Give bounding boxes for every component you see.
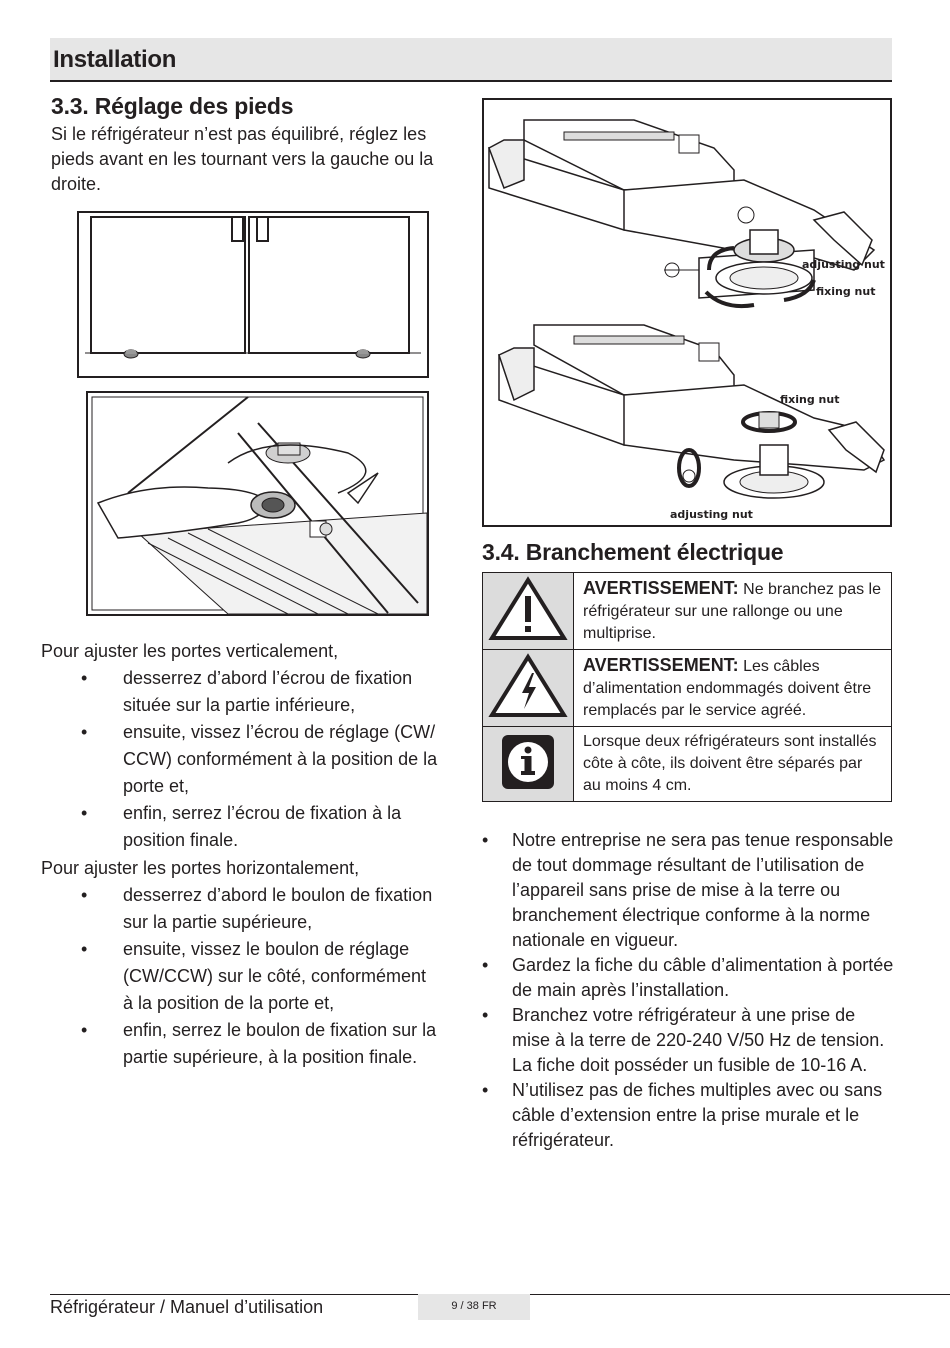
warnings-table: [482, 572, 892, 802]
warning-triangle-icon: [488, 576, 568, 642]
list-item-text: enfin, serrez l’écrou de fixation à la position finale.: [123, 803, 402, 850]
bullet-glyph: •: [482, 1005, 489, 1025]
list-item-text: ensuite, vissez le boulon de réglage (CW/CCW) sur le côté, conformément à la position de la porte et,: [123, 939, 427, 1013]
bullet-glyph: •: [81, 885, 88, 905]
warning-icon-cell: [483, 727, 574, 802]
footer-manual-title: Réfrigérateur / Manuel d’utilisation: [50, 1297, 324, 1317]
list-item-text: N’utilisez pas de fiches multiples avec ou sans câble d’extension entre la prise murale et le réfrigérateur.: [512, 1080, 883, 1150]
hand-adjusting-illustration: [86, 391, 429, 616]
label-adjusting-nut-top: adjusting nut: [802, 258, 885, 271]
list-item: [482, 1078, 894, 1153]
vertical-intro: Pour ajuster les portes verticalement,: [41, 641, 339, 661]
warning-row: [483, 573, 892, 650]
list-item-text: Branchez votre réfrigérateur à une prise de mise à la terre de 220-240 V/50 Hz de tension. La fiche doit posséder un fusible de 10-16 A.: [512, 1005, 885, 1075]
horizontal-intro: Pour ajuster les portes horizontalement,: [41, 858, 360, 878]
list-item: [482, 953, 894, 1003]
bullet-glyph: •: [482, 955, 489, 975]
list-item: [41, 665, 441, 719]
label-fixing-nut-bottom: fixing nut: [780, 393, 840, 406]
vertical-steps-list: [41, 665, 441, 854]
bullet-glyph: •: [81, 803, 88, 823]
label-fixing-nut-top: fixing nut: [816, 285, 876, 298]
list-item-text: Gardez la fiche du câble d’alimentation à portée de main après l’installation.: [512, 955, 894, 1000]
horizontal-steps-list: [41, 882, 441, 1071]
bullet-glyph: •: [81, 1020, 88, 1040]
list-item-text: Notre entreprise ne sera pas tenue responsable de tout dommage résultant de l’utilisation de l’appareil sans prise de mise à la terre ou branchement électrique conforme à la norme nationale en vigueur.: [512, 830, 894, 950]
bullet-glyph: •: [482, 830, 489, 850]
warning-row: [483, 727, 892, 802]
list-item-text: enfin, serrez le boulon de fixation sur la partie supérieure, à la position finale.: [123, 1020, 437, 1067]
info-text: Lorsque deux réfrigérateurs sont installés côte à côte, ils doivent être séparés par au moins 4 cm.: [574, 727, 892, 802]
list-item: [482, 828, 894, 953]
warning-label: AVERTISSEMENT:: [583, 655, 739, 675]
list-item-text: desserrez d’abord l’écrou de fixation située sur la partie inférieure,: [123, 668, 413, 715]
bullet-glyph: •: [81, 668, 88, 688]
list-item: [41, 800, 441, 854]
label-adjusting-nut-bottom: adjusting nut: [670, 508, 753, 521]
electrical-bullets-list: [482, 828, 894, 1153]
warning-body: Ne branchez pas le réfrigérateur sur une rallonge ou une multiprise.: [583, 581, 881, 642]
intro-paragraph: Si le réfrigérateur n’est pas équilibré, réglez les pieds avant en les tournant vers la gauche ou la droite.: [51, 124, 434, 194]
list-item: [41, 882, 441, 936]
warning-body: Les câbles d’alimentation endommagés doivent être remplacés par le service agréé.: [583, 658, 872, 719]
adjusting-nut-diagram: [482, 98, 892, 527]
list-item: [41, 1017, 441, 1071]
heading-branchement-electrique: 3.4. Branchement électrique: [482, 539, 784, 565]
electric-hazard-icon: [488, 653, 568, 719]
warning-label: AVERTISSEMENT:: [583, 578, 739, 598]
page-number: 9 / 38 FR: [418, 1294, 530, 1320]
list-item-text: desserrez d’abord le boulon de fixation sur la partie supérieure,: [123, 885, 433, 932]
warning-text: [574, 573, 892, 650]
bullet-glyph: •: [81, 722, 88, 742]
list-item: [482, 1003, 894, 1078]
list-item: [41, 936, 441, 1017]
heading-reglage-pieds: 3.3. Réglage des pieds: [51, 93, 294, 119]
list-item: [41, 719, 441, 800]
list-item-text: ensuite, vissez l’écrou de réglage (CW/ CCW) conformément à la position de la porte et,: [123, 722, 438, 796]
bullet-glyph: •: [81, 939, 88, 959]
warning-icon-cell: [483, 650, 574, 727]
warning-icon-cell: [483, 573, 574, 650]
section-header: [50, 38, 892, 82]
section-title: Installation: [53, 46, 177, 73]
warning-row: [483, 650, 892, 727]
bullet-glyph: •: [482, 1080, 489, 1100]
fridge-front-illustration: [77, 211, 429, 378]
warning-text: [574, 650, 892, 727]
info-icon: [488, 729, 568, 795]
